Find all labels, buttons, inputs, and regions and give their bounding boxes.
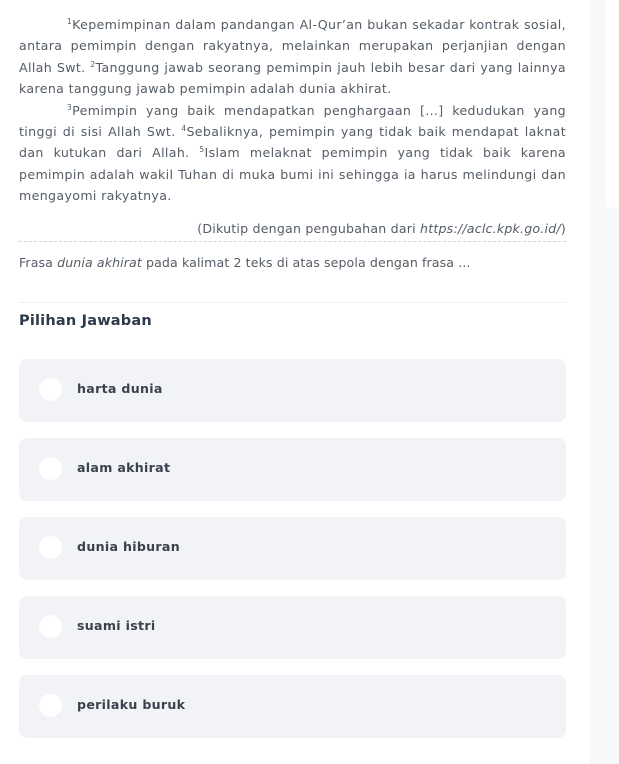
answer-option-a[interactable]	[19, 359, 566, 422]
answers-heading: Pilihan Jawaban	[19, 313, 152, 329]
question-post: pada kalimat 2 teks di atas sepola dengan frasa ...	[141, 254, 471, 270]
answer-option-label: harta dunia	[77, 381, 163, 396]
answer-option-label: suami istri	[77, 618, 156, 633]
sentence-number: 3	[67, 102, 73, 112]
answer-option-d[interactable]	[19, 596, 566, 659]
section-divider	[19, 302, 566, 303]
source-citation	[19, 220, 566, 242]
answer-option-c[interactable]	[19, 517, 566, 580]
radio-button[interactable]	[39, 536, 62, 559]
sentence-text: Islam melaknat pemimpin yang tidak baik karena pemimpin adalah wakil Tuhan di muka bumi ini sehingga ia harus melindungi dan mengayomi rakyatnya.	[19, 145, 566, 204]
question-pre: Frasa	[19, 254, 58, 270]
answer-option-label: perilaku buruk	[77, 697, 186, 712]
sentence-text: Tanggung jawab seorang pemimpin jauh lebih besar dari yang lainnya karena tanggung jawab pemimpin adalah dunia akhirat.	[19, 59, 566, 97]
right-sidebar-panel	[606, 0, 619, 208]
radio-button[interactable]	[39, 615, 62, 638]
source-url: https://aclc.kpk.go.id/	[420, 220, 561, 236]
question-text	[19, 254, 566, 272]
answer-option-e[interactable]	[19, 675, 566, 738]
sentence-text: Pemimpin yang baik mendapatkan penghargaan [...] kedudukan yang tinggi di sisi Allah Swt.	[19, 102, 566, 140]
sentence-number: 4	[181, 124, 187, 134]
sentence-number: 1	[67, 17, 73, 26]
reading-passage	[19, 0, 566, 207]
sentence-number: 2	[90, 59, 96, 69]
question-phrase: dunia akhirat	[57, 254, 142, 270]
source-suffix: )	[560, 220, 566, 236]
answer-option-label: alam akhirat	[77, 460, 171, 475]
radio-button[interactable]	[39, 694, 62, 717]
passage-paragraph-2	[19, 100, 566, 207]
radio-button[interactable]	[39, 378, 62, 401]
sentence-text: Sebaliknya, pemimpin yang tidak baik mendapat laknat dan kutukan dari Allah.	[19, 124, 566, 161]
sentence-number: 5	[199, 145, 205, 155]
question-content	[19, 0, 566, 712]
answer-option-label: dunia hiburan	[77, 539, 180, 554]
answer-option-b[interactable]	[19, 438, 566, 501]
radio-button[interactable]	[39, 457, 62, 480]
sentence-text: Kepemimpinan dalam pandangan Al-Qur’an bukan sekadar kontrak sosial, antara pemimpin dengan rakyatnya, melainkan merupakan perjanjian dengan Allah Swt.	[19, 17, 566, 75]
passage-paragraph-1	[19, 14, 566, 100]
source-prefix: (Dikutip dengan pengubahan dari	[197, 220, 421, 236]
